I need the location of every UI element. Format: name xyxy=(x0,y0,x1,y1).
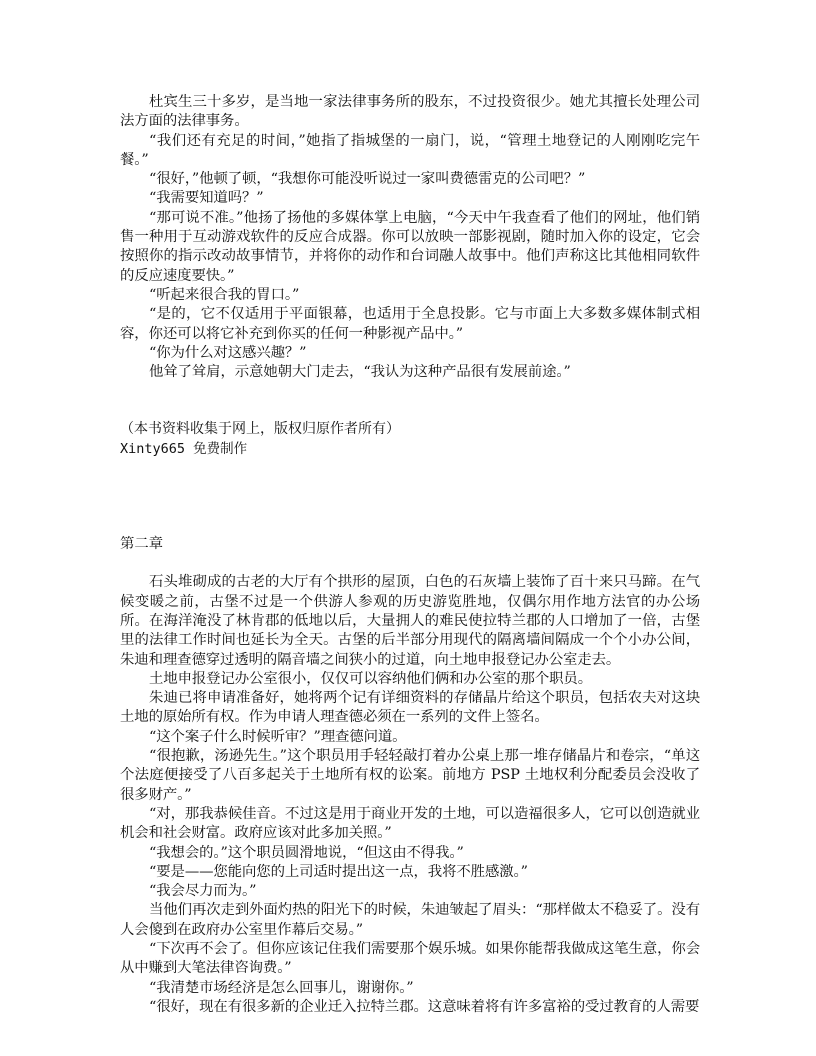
paragraph: “对，那我恭候佳音。不过这是用于商业开发的土地，可以造福很多人，它可以创造就业机会和社会财富。政府应该对此多加关照。” xyxy=(120,805,700,842)
spacer xyxy=(120,459,700,535)
paragraph: “我会尽力而为。” xyxy=(149,883,257,900)
paragraph: 土地申报登记办公室很小，仅仅可以容纳他们俩和办公室的那个职员。 xyxy=(149,670,593,687)
spacer xyxy=(120,554,700,573)
paragraph: “我想会的。”这个职员圆滑地说，“但这由不得我。” xyxy=(149,844,464,861)
paragraph: “下次再不会了。但你应该记住我们需要那个娱乐城。如果你能帮我做成这笔生意，你会从中赚到大笔法律咨询费。” xyxy=(120,940,700,977)
paragraph: “很抱歉，汤逊先生。”这个职员用手轻轻敲打着办公桌上那一堆存储晶片和卷宗，“单这个法庭便接受了八百多起关于土地所有权的讼案。前地方 PSP 土地权利分配委员会没收了很多财产。” xyxy=(120,748,700,803)
section-1 xyxy=(120,93,700,382)
paragraph: 他耸了耸肩，示意她朝大门走去，“我认为这种产品很有发展前途。” xyxy=(149,364,571,381)
paragraph: 朱迪已将申请准备好，她将两个记有详细资料的存储晶片给这个职员，包括农夫对这块土地的原始所有权。作为申请人理查德必须在一系列的文件上签名。 xyxy=(120,690,700,726)
chapter-title: 第二章 xyxy=(120,536,164,553)
paragraph: “你为什么对这感兴趣？” xyxy=(149,344,307,361)
paragraph: “听起来很合我的胃口。” xyxy=(149,286,300,303)
producer-note: Xinty665 免费制作 xyxy=(120,440,248,457)
paragraph: “我清楚市场经济是怎么回事儿，谢谢你。” xyxy=(149,979,414,996)
section-2 xyxy=(120,573,700,1017)
paragraph: “很好，现在有很多新的企业迁入拉特兰郡。这意味着将有许多富裕的受过教育的人需要 xyxy=(149,998,700,1015)
paragraph: “这个案子什么时候听审？”理查德问道。 xyxy=(149,728,407,745)
paragraph: “我需要知道吗？” xyxy=(149,190,264,207)
source-note xyxy=(120,420,700,459)
paragraph: 杜宾生三十多岁，是当地一家法律事务所的股东，不过投资很少。她尤其擅长处理公司法方面的法律事务。 xyxy=(120,94,700,130)
copyright-note: （本书资料收集于网上，版权归原作者所有） xyxy=(120,421,400,438)
paragraph: “那可说不准。”他扬了扬他的多媒体掌上电脑，“今天中午我查看了他们的网址，他们销售一种用于互动游戏软件的反应合成器。你可以放映一部影视剧，随时加入你的设定，它会按照你的指示改动故事情节，并将你的动作和台词融人故事中。他们声称这比其他相同软件的反应速度要快。” xyxy=(120,209,700,284)
document-page xyxy=(120,93,700,1017)
paragraph: 当他们再次走到外面灼热的阳光下的时候，朱迪皱起了眉头：“那样做太不稳妥了。没有人会傻到在政府办公室里作幕后交易。” xyxy=(120,902,700,938)
paragraph: “是的，它不仅适用于平面银幕，也适用于全息投影。它与市面上大多数多媒体制式相容，你还可以将它补充到你买的任何一种影视产品中。” xyxy=(120,306,700,342)
paragraph: 石头堆砌成的古老的大厅有个拱形的屋顶，白色的石灰墙上装饰了百十来只马蹄。在气候变暖之前，古堡不过是一个供游人参观的历史游览胜地，仅偶尔用作地方法官的办公场所。在海洋淹没了林肯郡的低地以后，大量拥人的难民使拉特兰郡的人口增加了一倍，古堡里的法律工作时间也延长为全天。古堡的后半部分用现代的隔离墙间隔成一个个小办公间，朱迪和理查德穿过透明的隔音墙之间狭小的过道，向土地申报登记办公室走去。 xyxy=(120,574,700,668)
paragraph: “很好，”他顿了顿，“我想你可能没听说过一家叫费德雷克的公司吧？” xyxy=(149,171,586,188)
paragraph: “我们还有充足的时间，”她指了指城堡的一扇门，说，“管理土地登记的人刚刚吃完午餐。” xyxy=(120,132,700,168)
paragraph: “要是——您能向您的上司适时提出这一点，我将不胜感激。” xyxy=(149,863,528,880)
spacer xyxy=(120,382,700,420)
